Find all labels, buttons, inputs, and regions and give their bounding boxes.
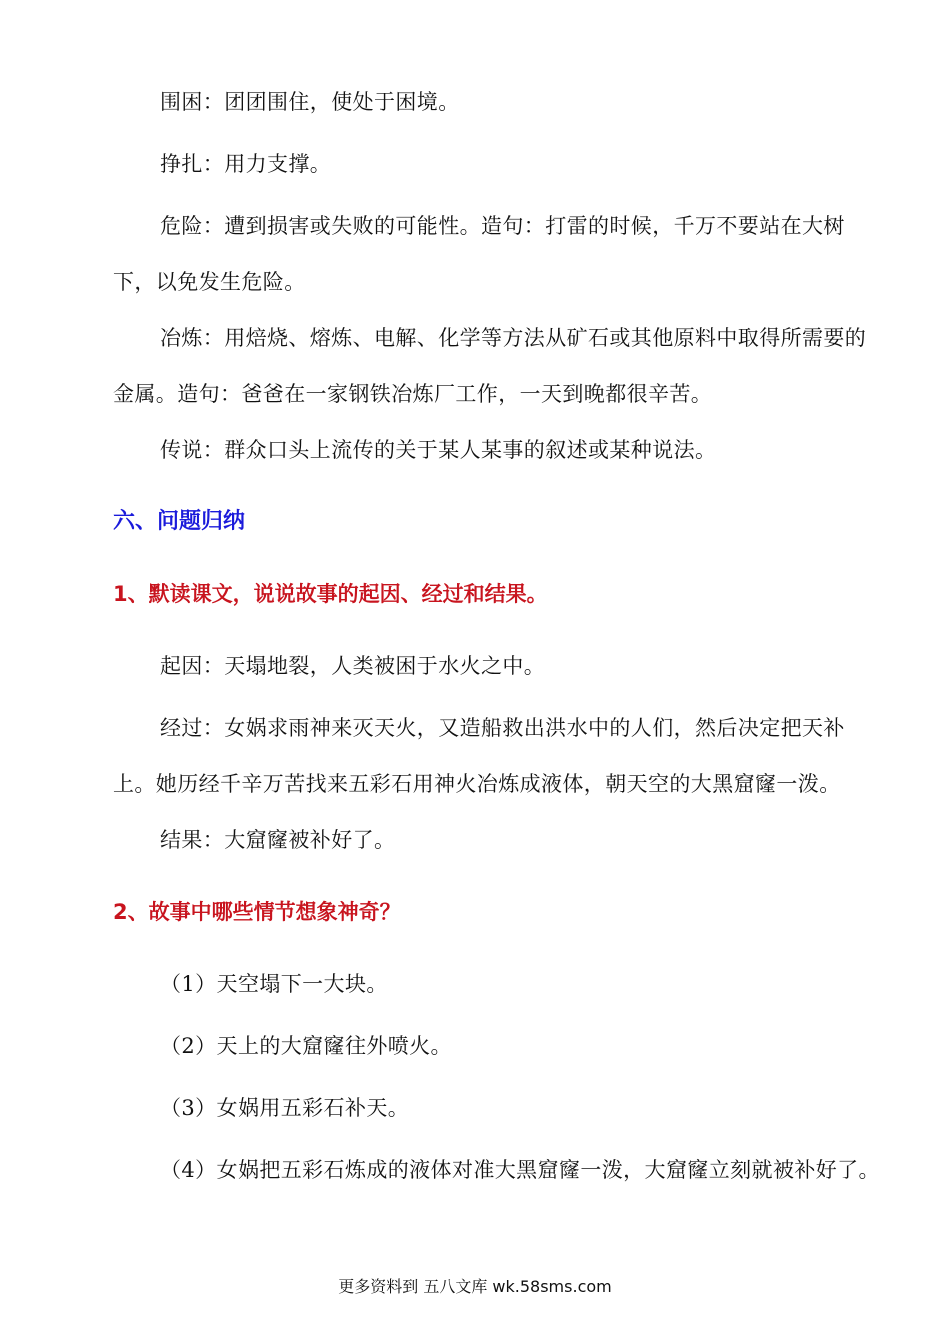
question-2-item-1: （1）天空塌下一大块。 — [160, 972, 388, 996]
definition-zhengzha: 挣扎：用力支撑。 — [160, 152, 332, 176]
definition-yelian: 冶炼：用焙烧、熔炼、电解、化学等方法从矿石或其他原料中取得所需要的金属。造句：爸爸在一家钢铁冶炼厂工作，一天到晚都很辛苦。 — [113, 326, 867, 406]
question-1-cause: 起因：天塌地裂，人类被困于水火之中。 — [160, 654, 546, 678]
question-2-item-2: （2）天上的大窟窿往外喷火。 — [160, 1034, 452, 1058]
footer-text: 更多资料到 五八文库 wk.58sms.com — [338, 1277, 612, 1296]
question-2-title: 2、故事中哪些情节想象神奇？ — [113, 900, 401, 924]
section-heading: 六、问题归纳 — [113, 509, 246, 534]
definition-weixian: 危险：遭到损害或失败的可能性。造句：打雷的时候，千万不要站在大树下，以免发生危险。 — [113, 214, 845, 294]
definition-weikun: 围困：团团围住，使处于困境。 — [160, 90, 460, 114]
question-1-result: 结果：大窟窿被补好了。 — [160, 828, 396, 852]
question-1-process: 经过：女娲求雨神来灭天火，又造船救出洪水中的人们，然后决定把天补上。她历经千辛万苦找来五彩石用神火冶炼成液体，朝天空的大黑窟窿一泼。 — [113, 716, 845, 796]
definition-chuanshuo: 传说：群众口头上流传的关于某人某事的叙述或某种说法。 — [160, 438, 717, 462]
question-2-item-4: （4）女娲把五彩石炼成的液体对准大黑窟窿一泼，大窟窿立刻就被补好了。 — [160, 1158, 880, 1182]
question-1-title: 1、默读课文，说说故事的起因、经过和结果。 — [113, 582, 548, 606]
question-2-item-3: （3）女娲用五彩石补天。 — [160, 1096, 410, 1120]
